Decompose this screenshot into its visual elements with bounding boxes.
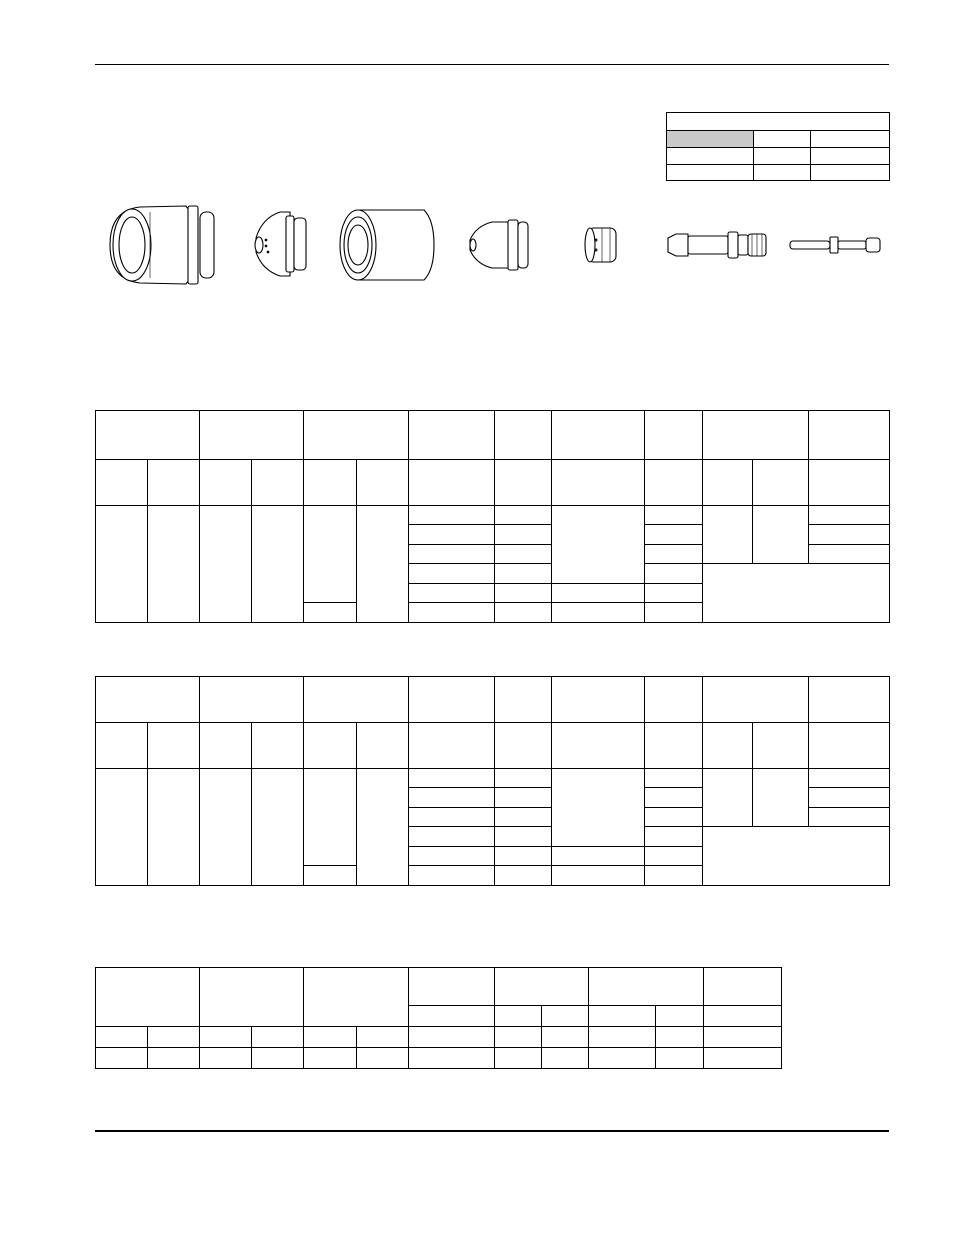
key-table-header-cell bbox=[667, 131, 754, 148]
shield-icon bbox=[110, 206, 214, 284]
cut-chart-table-2 bbox=[95, 676, 890, 886]
footer-rule bbox=[95, 1130, 889, 1132]
key-table bbox=[666, 112, 890, 181]
retaining-cap-icon bbox=[340, 210, 434, 280]
swirl-ring-icon bbox=[585, 228, 616, 262]
water-tube-icon bbox=[790, 237, 880, 253]
cut-chart-table-1 bbox=[95, 410, 890, 623]
key-table-title-cell bbox=[667, 113, 890, 131]
summary-table bbox=[95, 967, 782, 1069]
nozzle-icon bbox=[470, 220, 528, 270]
consumables-illustration bbox=[0, 190, 954, 300]
header-rule bbox=[95, 64, 889, 65]
electrode-icon bbox=[668, 232, 766, 258]
nozzle-cap-icon bbox=[255, 212, 306, 276]
